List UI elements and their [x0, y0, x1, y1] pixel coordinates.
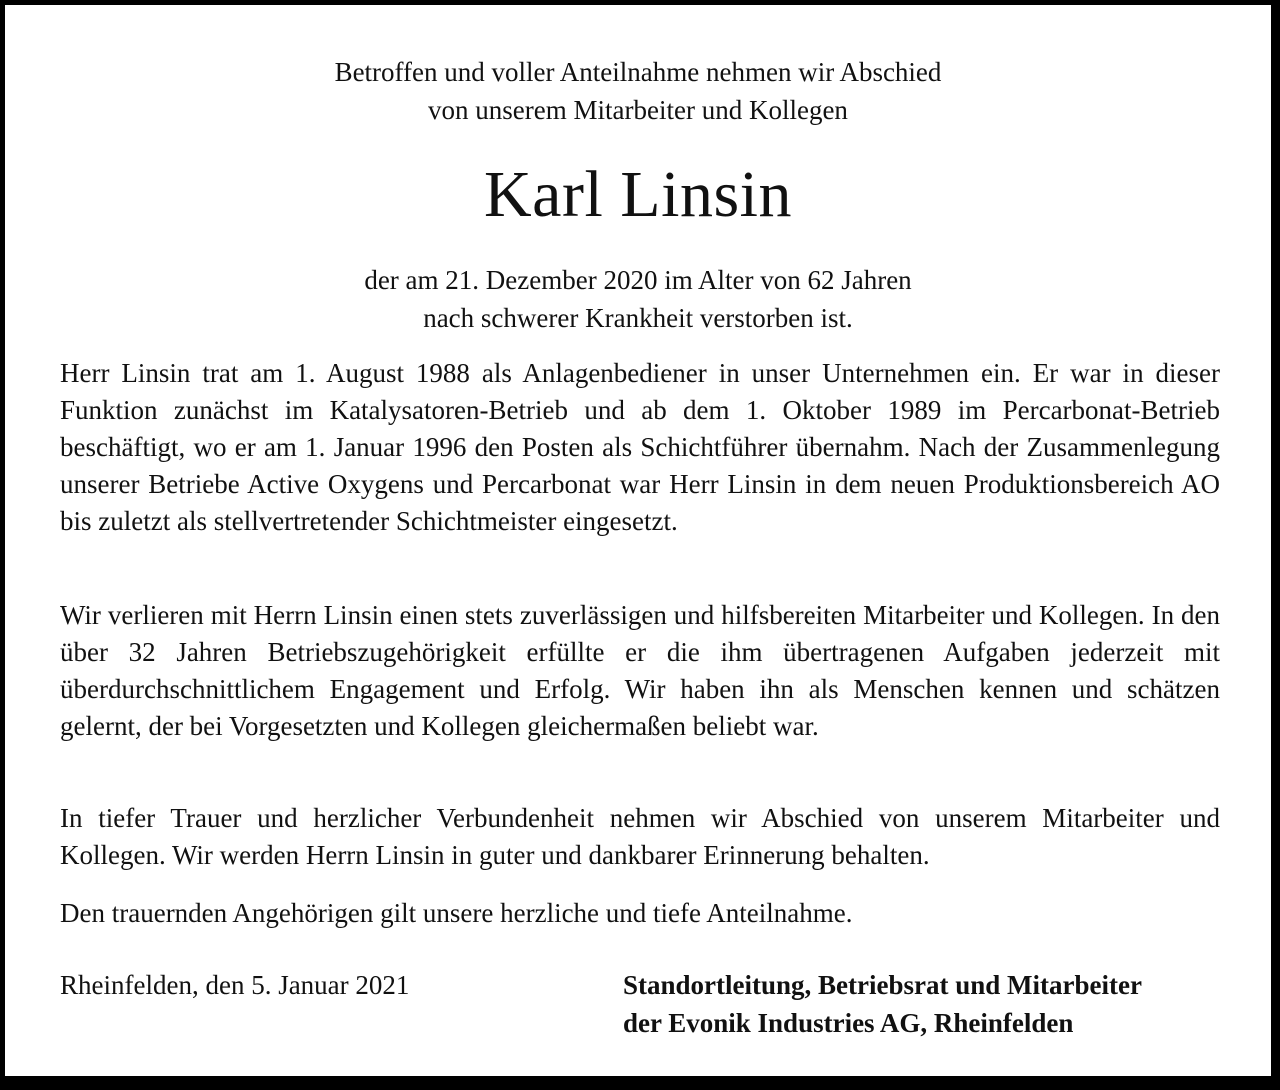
- death-line-1: der am 21. Dezember 2020 im Alter von 62 Jahren: [364, 265, 912, 295]
- death-line-2: nach schwerer Krankheit verstorben ist.: [423, 303, 853, 333]
- deceased-name: Karl Linsin: [484, 158, 792, 231]
- signature-block: [623, 966, 1142, 1042]
- condolence-paragraph: Den trauernden Angehörigen gilt unsere herzliche und tiefe Anteilnahme.: [60, 898, 853, 928]
- signature-line-1: Standortleitung, Betriebsrat und Mitarbeiter: [623, 970, 1142, 1000]
- farewell-paragraph: In tiefer Trauer und herzlicher Verbundenheit nehmen wir Abschied von unserem Mitarbeiter und Kollegen. Wir werden Herrn Linsin in guter und dankbarer Erinnerung behalten.: [60, 803, 1220, 870]
- intro-line-1: Betroffen und voller Anteilnahme nehmen wir Abschied: [334, 57, 942, 87]
- signature-line-2: der Evonik Industries AG, Rheinfelden: [623, 1008, 1074, 1038]
- intro-text: [5, 53, 1271, 129]
- death-details: [5, 261, 1271, 337]
- place-date: Rheinfelden, den 5. Januar 2021: [60, 970, 410, 1000]
- obituary-notice: [5, 5, 1271, 1076]
- career-paragraph: Herr Linsin trat am 1. August 1988 als Anlagenbediener in unser Unternehmen ein. Er war in dieser Funktion zunächst im Katalysatoren-Betrieb und ab dem 1. Oktober 1989 im Percarbonat-Betrieb beschäftigt, wo er am 1. Januar 1996 den Posten als Schichtführer übernahm. Nach der Zusammenlegung unserer Betriebe Active Oxygens und Percarbonat war Herr Linsin in dem neuen Produktionsbereich AO bis zuletzt als stellvertretender Schichtmeister eingesetzt.: [60, 358, 1220, 536]
- intro-line-2: von unserem Mitarbeiter und Kollegen: [428, 95, 848, 125]
- tribute-paragraph: Wir verlieren mit Herrn Linsin einen stets zuverlässigen und hilfsbereiten Mitarbeiter und Kollegen. In den über 32 Jahren Betriebszugehörigkeit erfüllte er die ihm übertragenen Aufgaben jederzeit mit überdurchschnittlichem Engagement und Erfolg. Wir haben ihn als Menschen kennen und schätzen gelernt, der bei Vorgesetzten und Kollegen gleichermaßen beliebt war.: [60, 600, 1220, 741]
